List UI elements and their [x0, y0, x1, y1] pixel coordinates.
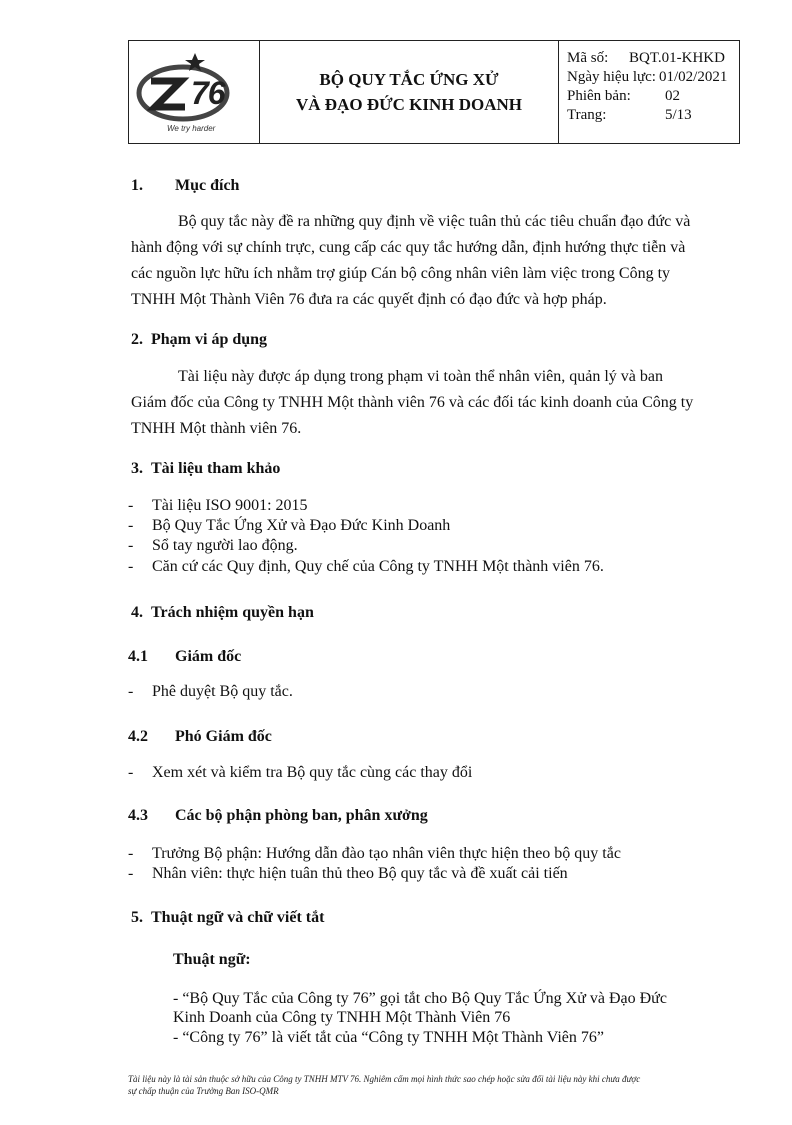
term-line: - “Bộ Quy Tắc của Công ty 76” gọi tắt cho Bộ Quy Tắc Ứng Xử và Đạo Đức — [173, 990, 667, 1007]
meta-code: Mã số: BQT.01-KHKD — [567, 50, 725, 66]
terms-subtitle: Thuật ngữ: — [173, 951, 251, 968]
logo-tagline: We try harder — [167, 124, 216, 133]
title-line-1: BỘ QUY TẮC ỨNG XỬ — [319, 70, 499, 89]
responsibility-item: - Nhân viên: thực hiện tuân thủ theo Bộ quy tắc và đề xuất cải tiến — [128, 865, 568, 882]
section-5-heading: 5. Thuật ngữ và chữ viết tắt — [131, 909, 325, 926]
title-line-2: VÀ ĐẠO ĐỨC KINH DOANH — [295, 95, 523, 114]
term-line: Kinh Doanh của Công ty TNHH Một Thành Viên 76 — [173, 1009, 511, 1026]
section-2-body: Tài liệu này được áp dụng trong phạm vi toàn thể nhân viên, quản lý và ban Giám đốc của Công ty TNHH Một thành viên 76 và các đối tác kinh doanh của Công ty TNHH Một thành viên 76. — [131, 368, 694, 437]
reference-item: - Tài liệu ISO 9001: 2015 — [128, 497, 308, 514]
term-line: - “Công ty 76” là viết tắt của “Công ty TNHH Một Thành Viên 76” — [173, 1029, 604, 1046]
document-title — [260, 41, 559, 143]
meta-page: Trang: 5/13 — [567, 107, 692, 123]
document-header — [128, 40, 740, 144]
logo-digits: 76 — [191, 75, 225, 111]
section-3-heading: 3. Tài liệu tham khảo — [131, 460, 281, 477]
meta-version: Phiên bản: 02 — [567, 88, 680, 104]
document-footer: Tài liệu này là tài sản thuộc sở hữu của Công ty TNHH MTV 76. Nghiêm cấm mọi hình thức sao chép hoặc sửa đổi tài liệu này khi chưa được sự chấp thuận của Trưởng Ban ISO-QMR — [128, 1074, 641, 1096]
document-meta — [559, 41, 739, 143]
reference-item: - Sổ tay người lao động. — [128, 537, 298, 554]
section-1-heading: 1. Mục đích — [131, 177, 240, 194]
subsection-4-2-heading: 4.2 Phó Giám đốc — [128, 728, 272, 745]
responsibility-item: - Phê duyệt Bộ quy tắc. — [128, 683, 293, 700]
meta-effective-date: Ngày hiệu lực: 01/02/2021 — [567, 69, 728, 85]
section-2-heading: 2. Phạm vi áp dụng — [131, 331, 268, 348]
responsibility-item: - Trưởng Bộ phận: Hướng dẫn đào tạo nhân viên thực hiện theo bộ quy tắc — [128, 845, 621, 862]
reference-item: - Căn cứ các Quy định, Quy chế của Công ty TNHH Một thành viên 76. — [128, 558, 604, 575]
section-1-body: Bộ quy tắc này đề ra những quy định về việc tuân thủ các tiêu chuẩn đạo đức và hành động với sự chính trực, cung cấp các quy tắc hướng dẫn, định hướng thực tiễn và các nguồn lực hữu ích nhằm trợ giúp Cán bộ công nhân viên làm việc trong Công ty TNHH Một Thành Viên 76 đưa ra các quyết định có đạo đức và hợp pháp. — [131, 213, 691, 308]
section-4-heading: 4. Trách nhiệm quyền hạn — [131, 604, 314, 621]
responsibility-item: - Xem xét và kiểm tra Bộ quy tắc cùng các thay đổi — [128, 764, 473, 781]
subsection-4-3-heading: 4.3 Các bộ phận phòng ban, phân xưởng — [128, 807, 428, 824]
subsection-4-1-heading: 4.1 Giám đốc — [128, 648, 242, 665]
company-logo — [129, 41, 260, 143]
reference-item: - Bộ Quy Tắc Ứng Xử và Đạo Đức Kinh Doanh — [128, 517, 451, 534]
